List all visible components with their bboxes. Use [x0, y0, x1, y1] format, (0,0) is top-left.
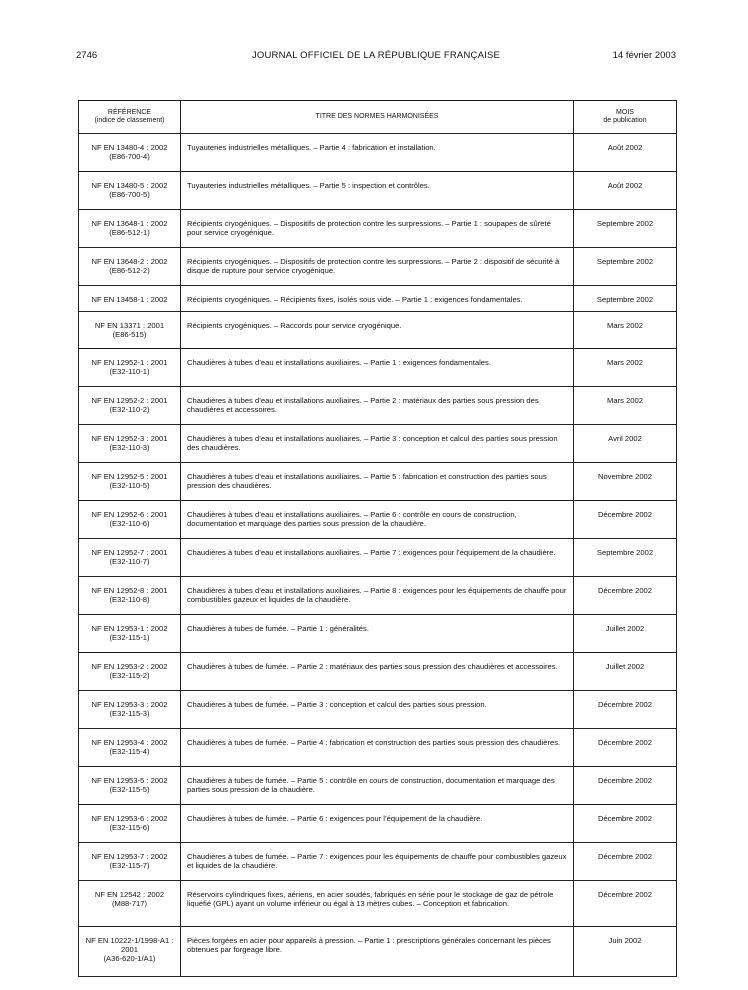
standard-title-cell: Récipients cryogéniques. – Dispositifs de protection contre les surpressions. – Partie 2 : dispositif de sécurité à disque de rupture pour service cryogénique. — [181, 248, 574, 286]
standard-reference: NF EN 12952-8 : 2001 — [91, 586, 168, 595]
classification-index: (E86-515) — [112, 330, 147, 340]
publication-month-cell: Décembre 2002 — [574, 691, 677, 729]
publication-month-cell: Décembre 2002 — [574, 843, 677, 881]
column-header-reference — [79, 101, 181, 134]
publication-month-cell: Septembre 2002 — [574, 286, 677, 312]
table-row — [79, 653, 677, 691]
classification-index: (E32-115-7) — [109, 861, 150, 871]
classification-index: (E32-115-6) — [109, 823, 150, 833]
classification-index: (E32-115-2) — [109, 671, 150, 681]
standard-title-cell: Chaudières à tubes de fumée. – Partie 5 : contrôle en cours de construction, documentation et marquage des parties sous pression de la chaudière. — [181, 767, 574, 805]
classification-index: (E32-110-7) — [109, 557, 150, 567]
page-number: 2746 — [76, 50, 98, 61]
reference-cell — [79, 691, 181, 729]
column-header-month-label: MOIS — [616, 108, 634, 116]
standard-title-cell: Chaudières à tubes de fumée. – Partie 6 : exigences pour l’équipement de la chaudière. — [181, 805, 574, 843]
publication-date: 14 février 2003 — [612, 50, 676, 61]
table-row — [79, 729, 677, 767]
reference-cell — [79, 210, 181, 248]
reference-cell — [79, 729, 181, 767]
standard-reference: NF EN 12953-4 : 2002 — [91, 738, 168, 747]
reference-cell — [79, 927, 181, 977]
table-row — [79, 463, 677, 501]
standard-title-cell: Chaudières à tubes d’eau et installations auxiliaires. – Partie 3 : conception et calcul des parties sous pression des chaudières. — [181, 425, 574, 463]
classification-index: (M88-717) — [111, 899, 148, 909]
table-row — [79, 312, 677, 349]
standard-reference: NF EN 10222-1/1998-A1 : 2001 — [85, 936, 174, 955]
publication-month-cell: Juin 2002 — [574, 927, 677, 977]
harmonized-standards-table — [78, 100, 677, 977]
standard-reference: NF EN 13458-1 : 2002 — [91, 295, 168, 304]
publication-month-cell: Décembre 2002 — [574, 577, 677, 615]
table-header-row — [79, 101, 677, 134]
reference-cell — [79, 248, 181, 286]
table-row — [79, 134, 677, 172]
publication-month-cell: Août 2002 — [574, 172, 677, 210]
publication-month-cell: Septembre 2002 — [574, 210, 677, 248]
standard-title-cell: Pièces forgées en acier pour appareils à pression. – Partie 1 : prescriptions générales concernant les pièces obtenues par forgeage libre. — [181, 927, 574, 977]
table-row — [79, 927, 677, 977]
standard-reference: NF EN 13480-4 : 2002 — [91, 143, 168, 152]
classification-index: (E32-115-1) — [109, 633, 150, 643]
publication-month-cell: Novembre 2002 — [574, 463, 677, 501]
reference-cell — [79, 425, 181, 463]
reference-cell — [79, 615, 181, 653]
publication-month-cell: Décembre 2002 — [574, 729, 677, 767]
table-row — [79, 210, 677, 248]
standard-title-cell: Récipients cryogéniques. – Récipients fixes, isolés sous vide. – Partie 1 : exigences fondamentales. — [181, 286, 574, 312]
standard-reference: NF EN 13648-2 : 2002 — [91, 257, 168, 266]
standard-reference: NF EN 12952-2 : 2001 — [91, 396, 168, 405]
standard-reference: NF EN 12952-5 : 2001 — [91, 472, 168, 481]
classification-index: (E86-700-4) — [109, 152, 150, 162]
standard-title-cell: Chaudières à tubes de fumée. – Partie 7 : exigences pour les équipements de chauffe pour combustibles gazeux et liquides de la chaudière. — [181, 843, 574, 881]
standard-title-cell: Tuyauteries industrielles métalliques. – Partie 4 : fabrication et installation. — [181, 134, 574, 172]
standard-reference: NF EN 12952-7 : 2001 — [91, 548, 168, 557]
reference-cell — [79, 172, 181, 210]
publication-month-cell: Mars 2002 — [574, 387, 677, 425]
classification-index: (E32-115-5) — [109, 785, 150, 795]
classification-index: (E32-110-2) — [109, 405, 150, 415]
standard-reference: NF EN 13371 : 2001 — [94, 321, 165, 330]
column-header-month — [574, 101, 677, 134]
publication-month-cell: Avril 2002 — [574, 425, 677, 463]
standard-title-cell: Chaudières à tubes d’eau et installations auxiliaires. – Partie 5 : fabrication et construction des parties sous pression des chaudières. — [181, 463, 574, 501]
standard-reference: NF EN 12953-7 : 2002 — [91, 852, 168, 861]
standard-title-cell: Chaudières à tubes de fumée. – Partie 2 : matériaux des parties sous pression des chaudières et accessoires. — [181, 653, 574, 691]
standard-reference: NF EN 12952-6 : 2001 — [91, 510, 168, 519]
classification-index: (E86-512-1) — [109, 228, 150, 238]
standard-reference: NF EN 13480-5 : 2002 — [91, 181, 168, 190]
table-row — [79, 843, 677, 881]
publication-month-cell: Septembre 2002 — [574, 539, 677, 577]
standard-reference: NF EN 13648-1 : 2002 — [91, 219, 168, 228]
standard-reference: NF EN 12953-1 : 2002 — [91, 624, 168, 633]
standard-reference: NF EN 12952-3 : 2001 — [91, 434, 168, 443]
classification-index: (E32-115-3) — [109, 709, 150, 719]
standard-title-cell: Chaudières à tubes d’eau et installations auxiliaires. – Partie 7 : exigences pour l’équipement de la chaudière. — [181, 539, 574, 577]
reference-cell — [79, 577, 181, 615]
classification-index: (E32-110-1) — [109, 367, 150, 377]
publication-month-cell: Mars 2002 — [574, 349, 677, 387]
standard-title-cell: Récipients cryogéniques. – Dispositifs de protection contre les surpressions. – Partie 1 : soupapes de sûreté pour service cryogénique. — [181, 210, 574, 248]
table-body — [79, 134, 677, 977]
table-row — [79, 425, 677, 463]
table-row — [79, 387, 677, 425]
publication-month-cell: Décembre 2002 — [574, 501, 677, 539]
classification-index: (E32-115-4) — [109, 747, 150, 757]
standard-reference: NF EN 12952-1 : 2001 — [91, 358, 168, 367]
standard-reference: NF EN 12953-6 : 2002 — [91, 814, 168, 823]
reference-cell — [79, 501, 181, 539]
standard-title-cell: Chaudières à tubes d’eau et installations auxiliaires. – Partie 6 : contrôle en cours de construction, documentation et marquage des parties sous pression de la chaudière. — [181, 501, 574, 539]
classification-index: (E32-110-5) — [109, 481, 150, 491]
publication-month-cell: Décembre 2002 — [574, 805, 677, 843]
reference-cell — [79, 653, 181, 691]
table-row — [79, 691, 677, 729]
publication-month-cell: Décembre 2002 — [574, 881, 677, 927]
standard-title-cell: Chaudières à tubes d’eau et installations auxiliaires. – Partie 8 : exigences pour les équipements de chauffe pour combustibles gazeux et liquides de la chaudière. — [181, 577, 574, 615]
column-header-title: TITRE DES NORMES HARMONISÉES — [181, 101, 574, 134]
publication-month-cell: Juillet 2002 — [574, 653, 677, 691]
table-row — [79, 577, 677, 615]
standard-reference: NF EN 12953-5 : 2002 — [91, 776, 168, 785]
reference-cell — [79, 286, 181, 312]
standard-title-cell: Chaudières à tubes de fumée. – Partie 3 : conception et calcul des parties sous pression. — [181, 691, 574, 729]
table-row — [79, 501, 677, 539]
table-row — [79, 248, 677, 286]
table-row — [79, 881, 677, 927]
classification-index: (E32-110-3) — [109, 443, 150, 453]
table-row — [79, 286, 677, 312]
table-row — [79, 805, 677, 843]
table-row — [79, 767, 677, 805]
reference-cell — [79, 312, 181, 349]
reference-cell — [79, 881, 181, 927]
publication-month-cell: Décembre 2002 — [574, 767, 677, 805]
classification-index: (E32-110-8) — [109, 595, 150, 605]
publication-month-cell: Juillet 2002 — [574, 615, 677, 653]
reference-cell — [79, 134, 181, 172]
publication-month-cell: Septembre 2002 — [574, 248, 677, 286]
reference-cell — [79, 805, 181, 843]
reference-cell — [79, 843, 181, 881]
table-row — [79, 539, 677, 577]
reference-cell — [79, 349, 181, 387]
standard-title-cell: Chaudières à tubes d’eau et installations auxiliaires. – Partie 2 : matériaux des parties sous pression des chaudières et accessoires. — [181, 387, 574, 425]
table-row — [79, 349, 677, 387]
reference-cell — [79, 463, 181, 501]
reference-cell — [79, 387, 181, 425]
column-header-reference-label: RÉFÉRENCE — [107, 108, 152, 116]
classification-index: (E86-700-5) — [109, 190, 150, 200]
standard-title-cell: Réservoirs cylindriques fixes, aériens, en acier soudés, fabriqués en série pour le stockage de gaz de pétrole liquéfié (GPL) ayant un volume inférieur ou égal à 13 mètres cubes. – Conception et fabrication. — [181, 881, 574, 927]
standard-title-cell: Chaudières à tubes d’eau et installations auxiliaires. – Partie 1 : exigences fondamentales. — [181, 349, 574, 387]
standard-title-cell: Chaudières à tubes de fumée. – Partie 4 : fabrication et construction des parties sous pression des chaudières. — [181, 729, 574, 767]
standard-reference: NF EN 12953-2 : 2002 — [91, 662, 168, 671]
standard-reference: NF EN 12542 : 2002 — [94, 890, 165, 899]
classification-index: (E86-512-2) — [109, 266, 150, 276]
reference-cell — [79, 767, 181, 805]
standard-reference: NF EN 12953-3 : 2002 — [91, 700, 168, 709]
publication-month-cell: Mars 2002 — [574, 312, 677, 349]
table-row — [79, 172, 677, 210]
classification-index: (A36-620-1/A1) — [103, 954, 156, 964]
standard-title-cell: Tuyauteries industrielles métalliques. – Partie 5 : inspection et contrôles. — [181, 172, 574, 210]
column-header-reference-sub: (indice de classement) — [94, 117, 165, 124]
publication-month-cell: Août 2002 — [574, 134, 677, 172]
page-header — [76, 50, 676, 64]
reference-cell — [79, 539, 181, 577]
table-row — [79, 615, 677, 653]
journal-title: JOURNAL OFFICIEL DE LA RÉPUBLIQUE FRANÇAISE — [251, 50, 501, 61]
column-header-month-sub: de publication — [603, 117, 647, 124]
standard-title-cell: Chaudières à tubes de fumée. – Partie 1 : généralités. — [181, 615, 574, 653]
classification-index: (E32-110-6) — [109, 519, 150, 529]
standard-title-cell: Récipients cryogéniques. – Raccords pour service cryogénique. — [181, 312, 574, 349]
